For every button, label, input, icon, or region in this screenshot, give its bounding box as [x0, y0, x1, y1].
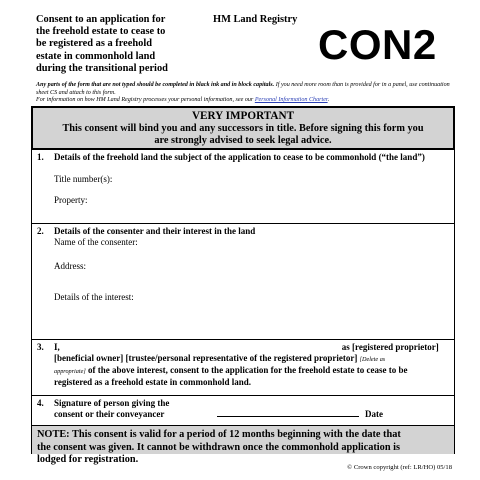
consent-i: I, — [54, 342, 60, 352]
panel-consenter-details — [32, 224, 454, 340]
validity-note-line: lodged for registration. — [37, 454, 139, 466]
signature-line[interactable] — [217, 416, 359, 417]
consent-roles: [beneficial owner] [trustee/personal representative of the registered proprietor] — [54, 353, 358, 363]
consent-line-4: registered as a freehold estate in commonhold land. — [54, 377, 251, 387]
form-title-line: during the transitional period — [36, 62, 168, 74]
important-line: are strongly advised to seek legal advice. — [154, 135, 332, 147]
form-title-line: estate in commonhold land — [36, 50, 156, 62]
personal-information-charter-link[interactable]: Personal Information Charter — [254, 97, 328, 104]
validity-note-line: NOTE: This consent is valid for a period of 12 months beginning with the date that — [37, 429, 401, 440]
form-code: CON2 — [318, 21, 437, 68]
panel-number: 2. — [37, 226, 44, 236]
panel-number: 4. — [37, 398, 44, 408]
panel-validity-note — [32, 426, 454, 466]
panel-heading: Details of the consenter and their interest in the land — [54, 226, 256, 236]
validity-note — [32, 426, 454, 466]
consent-statement — [54, 342, 446, 388]
instructions-line-2 — [36, 97, 452, 105]
consent-line-2 — [54, 353, 446, 365]
consent-as: as [registered proprietor] — [341, 342, 439, 352]
consent-line-3 — [54, 365, 446, 377]
date-label: Date — [365, 409, 383, 419]
instructions-text: If you need more room than is provided for in a panel, use continuation sheet CS and attach to this form. — [36, 82, 450, 96]
privacy-suffix: . — [327, 97, 330, 104]
property-field[interactable]: Property: — [54, 195, 88, 205]
privacy-text: For information on how HM Land Registry processes your personal information, see our — [36, 97, 255, 104]
instructions — [36, 82, 452, 105]
interest-details-field[interactable]: Details of the interest: — [54, 292, 134, 302]
important-line: This consent will bind you and any successors in title. Before signing this form you — [62, 122, 424, 134]
important-heading: VERY IMPORTANT — [191, 110, 295, 122]
panel-consent-statement — [32, 340, 454, 396]
consent-text: of the above interest, consent to the application for the freehold estate to cease to be — [85, 365, 408, 375]
instructions-bold-text: Any parts of the form that are not typed should be completed in black ink and in block capitals. — [36, 82, 275, 88]
form-title-line: the freehold estate to cease to — [36, 26, 166, 38]
form-panels — [31, 150, 455, 466]
panel-land-details — [32, 150, 454, 224]
address-field[interactable]: Address: — [54, 261, 86, 271]
consenter-name-field[interactable]: Name of the consenter: — [54, 237, 138, 247]
form-title-line: Consent to an application for — [36, 14, 166, 25]
instructions-line-1 — [36, 82, 452, 97]
delete-note: [Delete as — [359, 356, 386, 363]
consent-line-1 — [54, 342, 446, 353]
panel-number: 3. — [37, 342, 44, 352]
copyright-footer: © Crown copyright (ref: LR/HO) 05/18 — [347, 464, 452, 471]
signature-label-line: Signature of person giving the — [54, 398, 170, 408]
signature-label-line: consent or their conveyancer — [54, 409, 165, 419]
panel-signature — [32, 396, 454, 426]
important-notice — [31, 106, 455, 150]
form-title-line: be registered as a freehold — [36, 38, 153, 50]
validity-note-line: the consent was given. It cannot be withdrawn once the commonhold application is — [37, 441, 400, 453]
registry-name: HM Land Registry — [213, 14, 298, 25]
form-title — [36, 14, 206, 75]
title-numbers-field[interactable]: Title number(s): — [54, 174, 113, 184]
panel-number: 1. — [37, 152, 44, 162]
delete-note-cont: appropriate] — [54, 368, 86, 375]
panel-heading: Details of the freehold land the subject of the application to cease to be commonhold (“the land”) — [54, 152, 425, 162]
